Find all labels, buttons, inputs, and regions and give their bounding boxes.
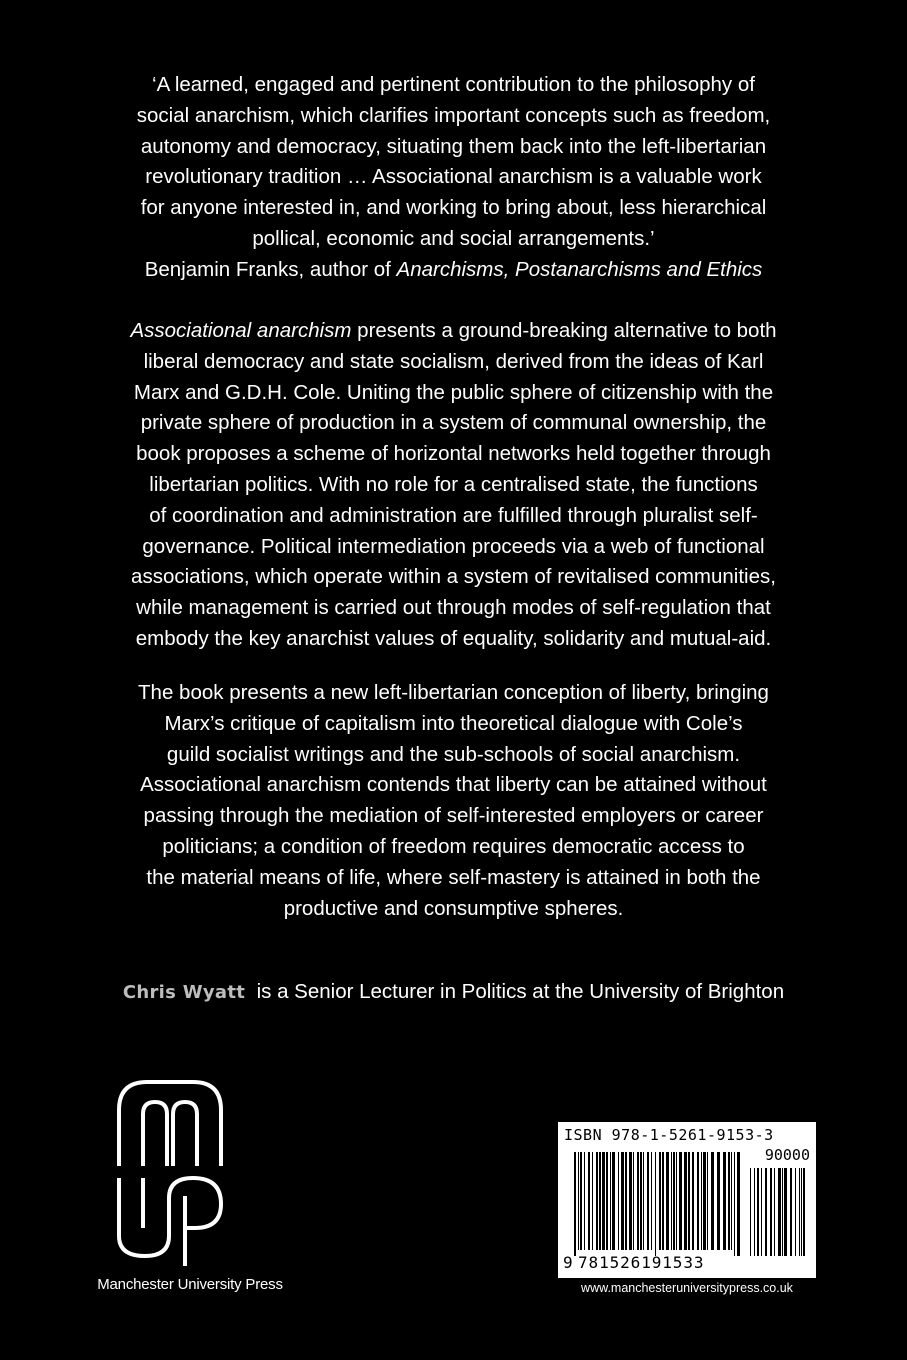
- description-line: politicians; a condition of freedom requires democratic access to: [162, 834, 745, 858]
- barcode-first-digit: 9: [563, 1253, 573, 1272]
- barcode-digit-string: 781526191533: [578, 1253, 705, 1272]
- description-line: The book presents a new left-libertarian conception of liberty, bringing: [138, 681, 769, 704]
- book-description-2: [95, 678, 812, 924]
- review-quote: [95, 70, 812, 286]
- publisher-name: Manchester University Press: [97, 1276, 283, 1293]
- description-line: the material means of life, where self-mastery is attained in both the: [146, 865, 761, 889]
- quote-line: ‘A learned, engaged and pertinent contribution to the philosophy of: [152, 73, 755, 96]
- description-line: of coordination and administration are fulfilled through pluralist self-: [149, 503, 758, 527]
- quote-line: social anarchism, which clarifies important concepts such as freedom,: [136, 103, 771, 127]
- author-name: Chris Wyatt: [122, 982, 246, 1003]
- description-line: passing through the mediation of self-interested employers or career: [143, 804, 764, 828]
- attribution-name: Benjamin Franks, author of: [144, 257, 397, 281]
- book-title: Associational anarchism: [130, 319, 352, 342]
- description-text: presents a ground-breaking alternative to both: [351, 319, 777, 342]
- price-code: 90000: [764, 1146, 810, 1164]
- book-description: [95, 316, 812, 655]
- barcode: [558, 1122, 816, 1278]
- description-line: while management is carried out through modes of self-regulation that: [136, 596, 771, 620]
- description-line: guild socialist writings and the sub-schools of social anarchism.: [166, 742, 741, 766]
- author-bio: [95, 977, 812, 1009]
- description-line: liberal democracy and state socialism, derived from the ideas of Karl: [143, 349, 764, 373]
- description-line: Marx’s critique of capitalism into theoretical dialogue with Cole’s: [164, 711, 743, 735]
- publisher-website: www.manchesteruniversitypress.co.uk: [581, 1281, 793, 1295]
- description-line: Associational anarchism contends that liberty can be attained without: [140, 773, 767, 797]
- description-line: libertarian politics. With no role for a centralised state, the functions: [149, 472, 758, 496]
- description-line: productive and consumptive spheres.: [283, 896, 624, 920]
- quote-line: autonomy and democracy, situating them back into the left-libertarian: [140, 134, 767, 158]
- description-line: associations, which operate within a system of revitalised communities,: [131, 565, 776, 589]
- isbn-text: ISBN 978-1-5261-9153-3: [564, 1126, 774, 1144]
- description-line: [95, 316, 812, 347]
- attribution-work: Anarchisms, Postanarchisms and Ethics: [396, 257, 763, 281]
- mup-logo-icon: [115, 1078, 225, 1268]
- quote-line: for anyone interested in, and working to bring about, less hierarchical: [140, 196, 767, 220]
- description-line: private sphere of production in a system of communal ownership, the: [140, 411, 767, 435]
- description-line: embody the key anarchist values of equality, solidarity and mutual-aid.: [135, 626, 772, 650]
- quote-line: pollical, economic and social arrangements.’: [252, 226, 655, 250]
- description-line: Marx and G.D.H. Cole. Uniting the public sphere of citizenship with the: [133, 380, 774, 404]
- author-bio-text: is a Senior Lecturer in Politics at the University of Brighton: [245, 980, 785, 1003]
- quote-line: revolutionary tradition … Associational anarchism is a valuable work: [145, 165, 762, 189]
- description-line: governance. Political intermediation proceeds via a web of functional: [142, 534, 765, 558]
- quote-attribution: [95, 255, 812, 286]
- description-line: book proposes a scheme of horizontal networks held together through: [136, 442, 771, 466]
